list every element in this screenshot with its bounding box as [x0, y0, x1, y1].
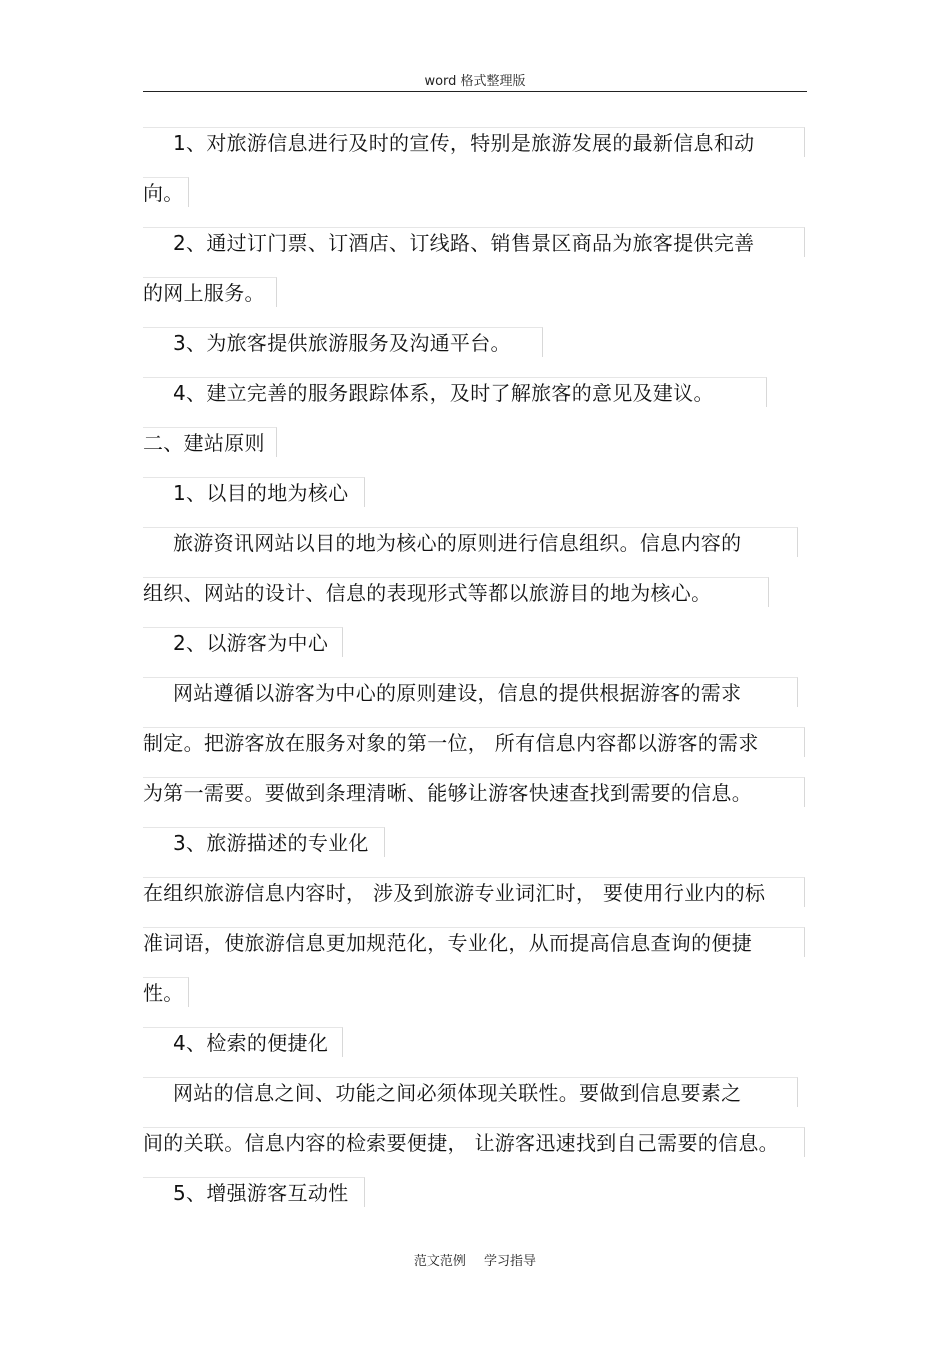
body-line: 制定。把游客放在服务对象的第一位， 所有信息内容都以游客的需求 [143, 727, 805, 757]
body-line: 为第一需要。要做到条理清晰、能够让游客快速查找到需要的信息。 [143, 777, 805, 807]
body-line: 准词语，使旅游信息更加规范化，专业化，从而提高信息查询的便捷 [143, 927, 805, 957]
subsection-heading: 3、旅游描述的专业化 [143, 827, 385, 857]
section-heading: 二、建站原则 [143, 427, 277, 457]
page-header: word 格式整理版 [424, 74, 526, 89]
subsection-heading: 1、以目的地为核心 [143, 477, 365, 507]
body-line: 在组织旅游信息内容时， 涉及到旅游专业词汇时， 要使用行业内的标 [143, 877, 805, 907]
page-footer: 范文范例 学习指导 [413, 1254, 537, 1269]
subsection-heading: 2、以游客为中心 [143, 627, 343, 657]
body-line: 性。 [143, 977, 189, 1007]
body-line: 网站遵循以游客为中心的原则建设，信息的提供根据游客的需求 [143, 677, 798, 707]
subsection-heading: 4、检索的便捷化 [143, 1027, 343, 1057]
body-line: 组织、网站的设计、信息的表现形式等都以旅游目的地为核心。 [143, 577, 769, 607]
body-line: 间的关联。信息内容的检索要便捷， 让游客迅速找到自己需要的信息。 [143, 1127, 805, 1157]
body-line: 1、对旅游信息进行及时的宣传，特别是旅游发展的最新信息和动 [143, 127, 805, 157]
body-line: 3、为旅客提供旅游服务及沟通平台。 [143, 327, 543, 357]
body-line: 网站的信息之间、功能之间必须体现关联性。要做到信息要素之 [143, 1077, 798, 1107]
header-rule [143, 91, 807, 92]
body-line: 旅游资讯网站以目的地为核心的原则进行信息组织。信息内容的 [143, 527, 798, 557]
subsection-heading: 5、增强游客互动性 [143, 1177, 365, 1207]
body-line: 的网上服务。 [143, 277, 277, 307]
body-line: 向。 [143, 177, 189, 207]
body-line: 4、建立完善的服务跟踪体系，及时了解旅客的意见及建议。 [143, 377, 767, 407]
body-line: 2、通过订门票、订酒店、订线路、销售景区商品为旅客提供完善 [143, 227, 805, 257]
